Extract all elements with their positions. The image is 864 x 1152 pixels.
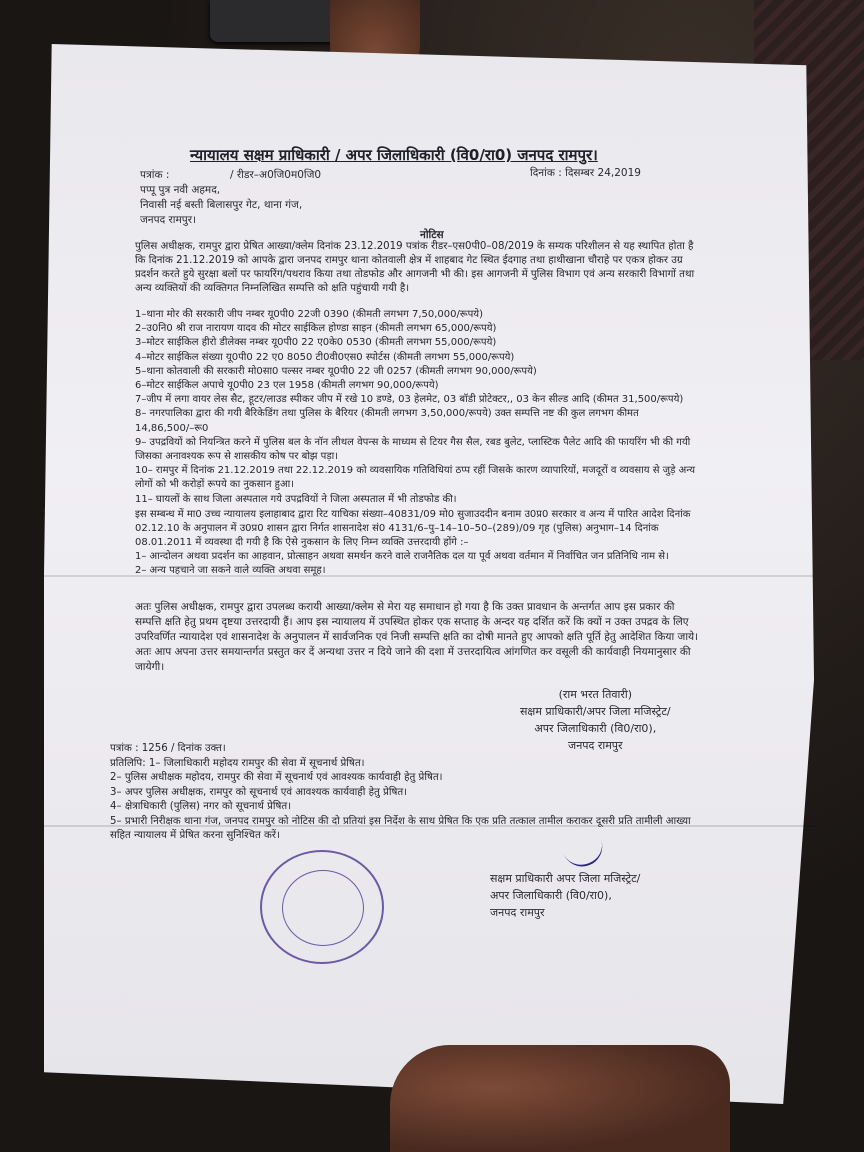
date-label: दिनांक : दिसम्बर 24,2019 (530, 167, 641, 179)
notice-heading: नोटिस (420, 229, 444, 241)
sub-item: 2– अन्य पहचाने जा सकने वाले व्यक्ति अथवा समूह। (135, 565, 326, 576)
addressee-line: जनपद रामपुर। (140, 214, 197, 226)
para-3-text: अतः पुलिस अधीक्षक, रामपुर द्वारा उपलब्ध करायी आख्या/क्लेम से मेरा यह समाधान हो गया है कि उक्त प्रावधान के अन्तर्गत आप इस प्रकार की सम्पत्ति क्षति हेतु प्रथम दृष्टया उत्तरदायी हैं। आप इस न्यायालय में उपस्थित होकर एक सप्ताह के अन्दर यह दर्शित करें कि क्यों न उक्त उपद्रव के लिए उपरिवर्णित न्यायादेश एवं शासनादेश के अनुपालन में सार्वजनिक एवं निजी सम्पत्ति क्षति का दोषी मानते हुए आपको क्षति पूर्ति हेतु आदेशित किया जाये। अतः आप अपना उत्तर समयान्तर्गत प्रस्तुत कर दें अन्यथा उत्तर न दिये जाने की दशा में उत्तरदायित्व आंगणित कर वसूली की कार्यवाही नियमानुसार की जायेगी। (135, 601, 699, 673)
copy-list (110, 742, 710, 844)
ref-label: पत्रांक : (140, 169, 170, 181)
signatory-line: जनपद रामपुर (568, 739, 623, 752)
addressee-line: निवासी नई बस्ती बिलासपुर गेट, थाना गंज, (140, 199, 303, 211)
copy-item: 4– क्षेत्राधिकारी (पुलिस) नगर को सूचनार्थ प्रेषित। (110, 801, 292, 812)
copy-ref: पत्रांक : 1256 / दिनांक उक्त। (110, 743, 226, 754)
list-item: 3–मोटर साईकिल हीरो डीलेक्स नम्बर यू0पी0 22 ए0के0 0530 (कीमती लगभग 55,000/रूपये) (135, 337, 497, 349)
hand-bottom (390, 1045, 730, 1152)
signatory-line: सक्षम प्राधिकारी/अपर जिला मजिस्ट्रेट/ (520, 705, 671, 718)
list-item: 10– रामपुर में दिनांक 21.12.2019 तथा 22.12.2019 को व्यवसायिक गतिविधियां ठप्प रहीं जिसके कारण व्यापारियों, मजदूरों व व्यवसाय से जुड़े अन्य लोगों को भी करोड़ों रूपये का नुकसान हुआ। (135, 465, 696, 491)
para-2-text: इस सम्बन्ध में मा0 उच्च न्यायालय इलाहाबाद द्वारा रिट याचिका संख्या–40831/09 मो0 सुजाउददीन बनाम उ0प्र0 सरकार व अन्य में पारित आदेश दिनांक 02.12.10 के अनुपालन में उ0प्र0 शासन द्वारा निर्गत शासनादेश सं0 4131/6–पु–14–10–50–(289)/09 गृह (पुलिस) अनुभाग–14 दिनांक 08.01.2011 में व्यवस्था दी गयी है कि ऐसे नुकसान के लिए निम्न व्यक्ति उत्तरदायी होंगे :– (135, 509, 691, 548)
list-item: 11– घायलों के साथ जिला अस्पताल गये उपद्रवियों ने जिला अस्पताल में भी तोडफोड की। (135, 493, 457, 505)
list-item: 4–मोटर साईकिल संख्या यू0पी0 22 ए0 8050 टी0वी0एस0 स्पोर्टस (कीमती लगभग 55,000/रूपये) (135, 351, 515, 363)
list-item: 6–मोटर साईकिल अपाचे यू0पी0 23 एल 1958 (कीमती लगभग 90,000/रूपये) (135, 380, 439, 392)
list-item: 8– नगरपालिका द्वारा की गयी बैरिकेडिंग तथा पुलिस के बैरियर (कीमती लगभग 3,50,000/रूपये) उक्त सम्पत्ति नष्ट की कुल लगभग कीमत 14,86,500/–रू0 (135, 408, 639, 434)
ref-value: / रीडर–अ0जि0म0जि0 (230, 169, 322, 181)
intro-paragraph (135, 240, 700, 296)
phone-object (210, 0, 340, 42)
signatory-line: (राम भरत तिवारी) (558, 688, 633, 701)
sub-item: 1– आन्दोलन अथवा प्रदर्शन का आहवान, प्रोत्साहन अथवा समर्थन करने वाले राजनैतिक दल या पूर्व अथवा वर्तमान में निर्वाचित जन प्रतिनिधि नाम से। (135, 551, 669, 562)
list-item: 9– उपद्रवियों को नियन्त्रित करने में पुलिस बल के नॉन लीथल वेपन्स के माध्यम से टियर गैस सैल, रबड बुलेट, प्लास्टिक पैलेट आदि की फायरिंग भी की गयी जिसका अनावश्यक रूप से शासकीय कोष पर बोझ पड़ा। (135, 436, 691, 463)
addressee-line: पप्पू पुत्र नवी अहमद, (140, 184, 221, 196)
document-title: न्यायालय सक्षम प्राधिकारी / अपर जिलाधिकारी (वि0/रा0) जनपद रामपुर। (190, 146, 598, 164)
signatory-line: अपर जिलाधिकारी (वि0/रा0), (534, 722, 657, 735)
court-seal (260, 850, 384, 964)
signatory-2 (490, 870, 640, 921)
list-item: 1–थाना मोर की सरकारी जीप नम्बर यू0पी0 22जी 0390 (कीमती लगभग 7,50,000/रूपये) (135, 309, 484, 320)
signatory-line: सक्षम प्राधिकारी अपर जिला मजिस्ट्रेट/ (490, 872, 641, 885)
damage-list (135, 308, 700, 507)
signatory-line: जनपद रामपुर (490, 906, 545, 919)
seal-inner-ring (282, 870, 364, 946)
list-item: 5–थाना कोतवाली की सरकारी मो0सा0 पल्सर नम्बर यू0पी0 22 जी 0257 (कीमती लगभग 90,000/रूपये) (135, 365, 537, 377)
para-3 (135, 600, 700, 675)
list-item: 7–जीप में लगा वायर लेस सैट, हूटर/लाउड स्पीकर जीप में रखे 10 डण्डे, 03 हेलमेट, 03 बॉडी प्रोटेक्टर,, 03 केन सील्ड आदि (कीमत 31,500/रूपये) (135, 394, 684, 406)
copy-item: 3– अपर पुलिस अधीक्षक, रामपुर को सूचनार्थ एवं आवश्यक कार्यवाही हेतु प्रेषित। (110, 786, 408, 798)
copy-item: 5– प्रभारी निरीक्षक थाना गंज, जनपद रामपुर को नोटिस की दो प्रतियां इस निर्देश के साथ प्रेषित कि एक प्रति तत्काल तामील कराकर दूसरी प्रति तामीली आख्या सहित न्यायालय में प्रेषित करना सुनिश्चित करें। (110, 815, 691, 841)
intro-text: पुलिस अधीक्षक, रामपुर द्वारा प्रेषित आख्या/क्लेम दिनांक 23.12.2019 पत्रांक रीडर–एस0पी0–08/2019 के सम्यक परिशीलन से यह स्थापित होता है कि दिनांक 21.12.2019 को आपके द्वारा जनपद रामपुर थाना कोतवाली क्षेत्र में शाहबाद गेट स्थित ईदगाह तथा हाथीखाना चौराहे पर एकत्र होकर उग्र प्रदर्शन करते हुये सुरक्षा बलों पर फायरिंग/पथराव किया तथा तोडफोड और आगजनी भी की। इस आगजनी में पुलिस विभाग एवं अन्य सरकारी विभागों तथा अन्य व्यक्तियों की व्यक्तिगत निम्नलिखित सम्पत्ति को क्षति पहुंचायी गयी है। (135, 241, 695, 294)
signatory-line: अपर जिलाधिकारी (वि0/रा0), (490, 889, 612, 902)
copy-item: प्रतिलिपि: 1– जिलाधिकारी महोदय रामपुर की सेवा में सूचनार्थ प्रेषित। (110, 757, 365, 769)
copy-item: 2– पुलिस अधीक्षक महोदय, रामपुर की सेवा में सूचनार्थ एवं आवश्यक कार्यवाही हेतु प्रेषित। (110, 772, 443, 783)
para-2 (135, 508, 700, 578)
list-item: 2–उ0नि0 श्री राज नारायण यादव की मोटर साईकिल होण्डा साइन (कीमती लगभग 65,000/रूपये) (135, 323, 497, 335)
